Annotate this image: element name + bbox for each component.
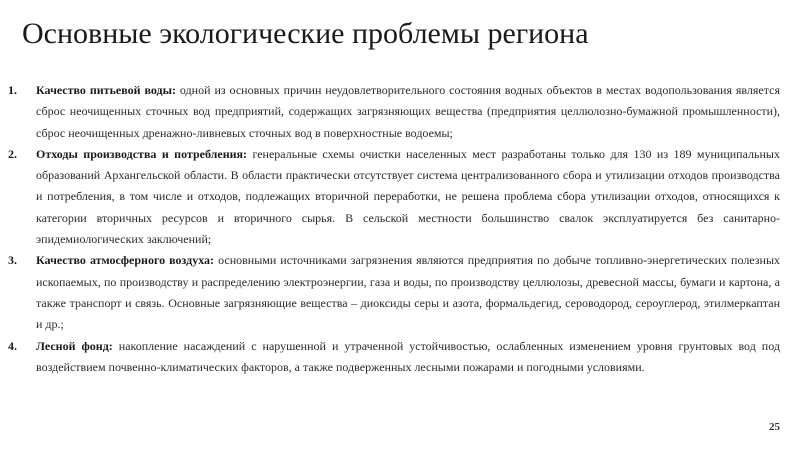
item-heading: Качество питьевой воды: [36,83,180,97]
item-number: 4. [8,338,17,353]
page-title: Основные экологические проблемы региона [22,17,589,50]
list-item [8,250,780,335]
list-item [8,80,780,144]
item-heading: Лесной фонд: [36,338,119,353]
item-text: одной из основных причин неудовлетворительного состояния водных объектов в местах водопользования является сброс неочищенных сточных вод предприятий, содержащих загрязняющих вещества (предприятия целлюлозно-бумажной промышленности), сброс неочищенных дренажно-ливневых сточных вод в поверхностные водоемы; [36,83,780,140]
item-number: 2. [8,146,17,161]
problem-list [8,80,780,378]
list-item [8,336,780,379]
item-number: 3. [8,253,17,268]
page-number: 25 [769,421,780,433]
item-heading: Качество атмосферного воздуха: [36,253,219,268]
item-text: генеральные схемы очистки населенных мест разработаны только для 130 из 189 муниципальных образований Архангельской области. В области практически отсутствует система централизованного сбора и утилизации отходов производства и потребления, в том числе и отходов, подлежащих вторичной переработки, не решена проблема сбора утилизации отходов, относящихся к категории вторичных ресурсов и вторичного сырья. В сельской местности большинство свалок эксплуатируется без санитарно-эпидемиологических заключений; [36,146,780,247]
item-text: основными источниками загрязнения являются предприятия по добыче топливно-энергетических полезных ископаемых, по производству и распределению электроэнергии, газа и воды, по производству целлюлозы, древесной массы, бумаги и картона, а также транспорт и связь. Основные загрязняющие вещества – диоксиды серы и азота, формальдегид, сероводород, сероуглерод, этилмеркаптан и др.; [36,253,780,332]
list-item [8,144,780,250]
item-heading: Отходы производства и потребления: [36,146,253,161]
item-number: 1. [8,83,17,97]
item-text: накопление насаждений с нарушенной и утраченной устойчивостью, ослабленных изменением уровня грунтовых вод под воздействием почвенно-климатических факторов, а также подверженных лесными пожарами и погодными условиями. [36,338,780,374]
